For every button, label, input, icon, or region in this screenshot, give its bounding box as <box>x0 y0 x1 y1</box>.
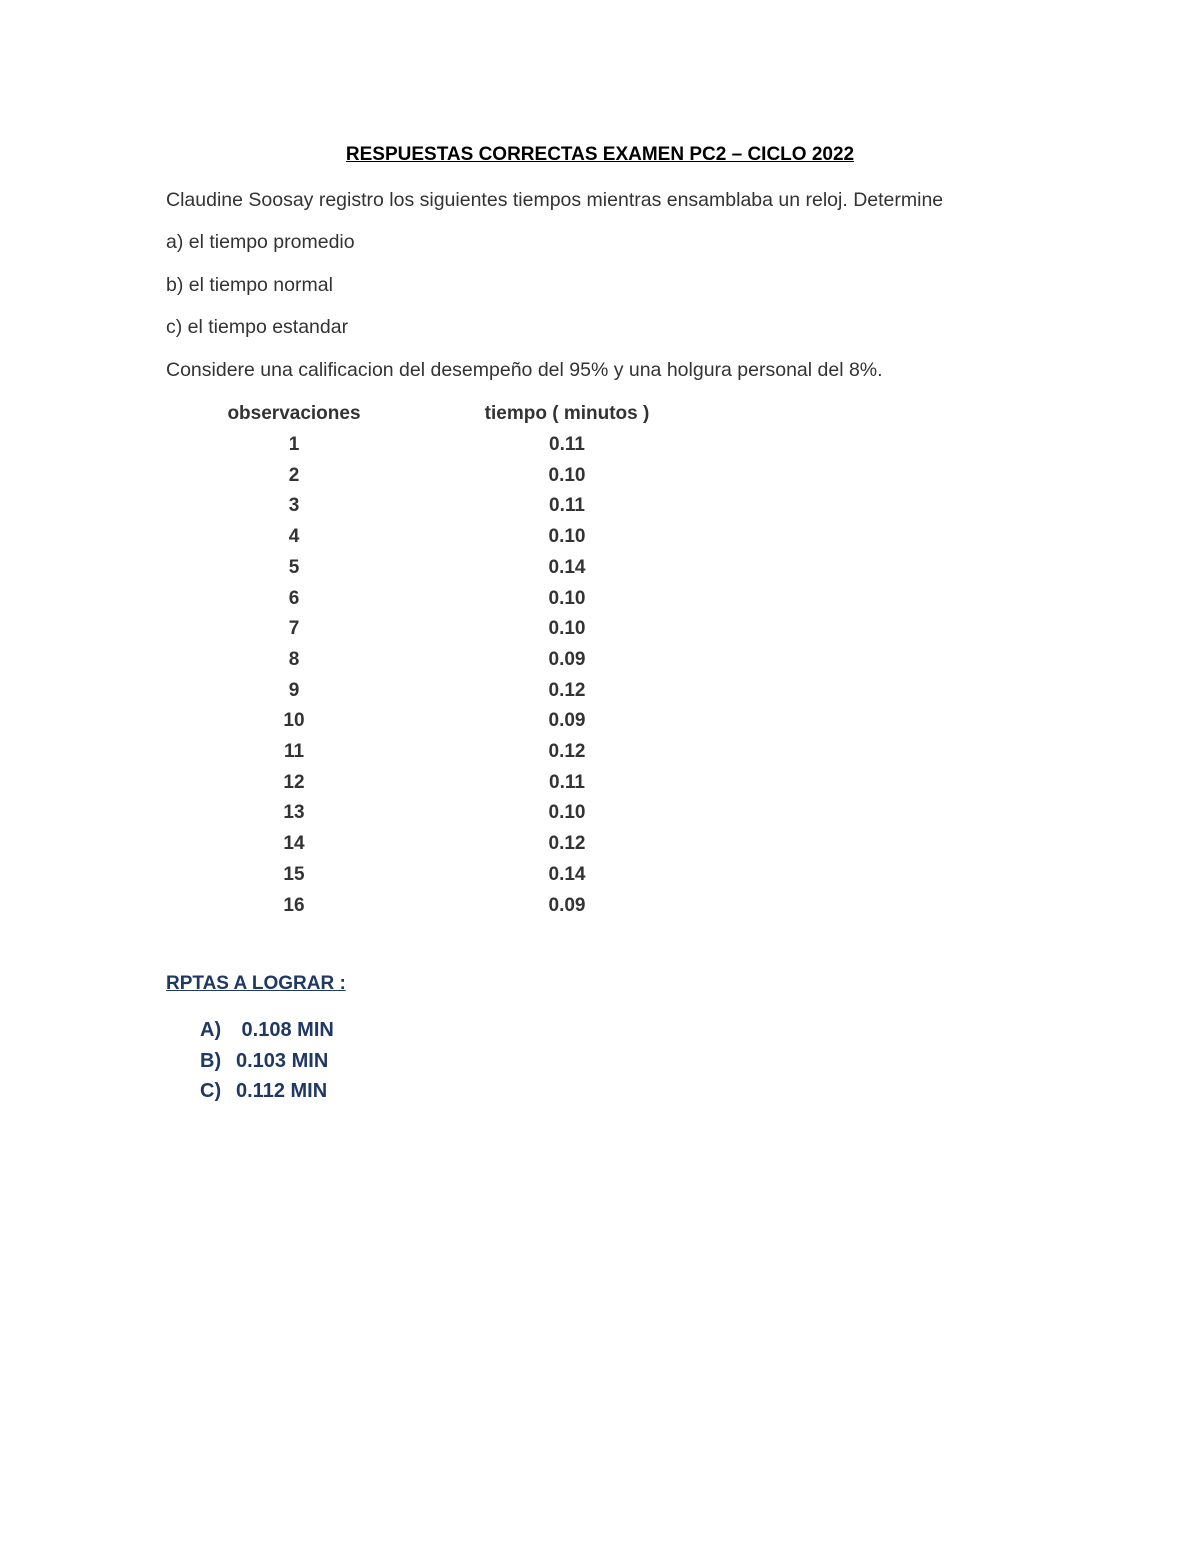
table-cell-tiempo: 0.09 <box>548 710 586 732</box>
question-item-c: c) el tiempo estandar <box>166 316 349 338</box>
answer-b <box>200 1046 328 1076</box>
table-cell-observacion: 6 <box>288 587 300 609</box>
table-cell-observacion: 9 <box>288 679 300 701</box>
table-cell-tiempo: 0.12 <box>548 833 586 855</box>
answers-heading: RPTAS A LOGRAR : <box>166 973 346 994</box>
table-cell-observacion: 12 <box>283 771 305 793</box>
table-cell-observacion: 15 <box>283 863 305 885</box>
question-item-b: b) el tiempo normal <box>166 274 333 296</box>
table-cell-observacion: 7 <box>288 618 300 640</box>
table-cell-observacion: 1 <box>288 434 300 455</box>
answer-letter: C) <box>200 1080 222 1102</box>
table-cell-tiempo: 0.11 <box>549 771 585 793</box>
table-cell-tiempo: 0.10 <box>548 802 586 824</box>
table-cell-tiempo: 0.10 <box>548 618 586 640</box>
table-cell-observacion: 8 <box>288 648 300 670</box>
answer-value: 0.103 MIN <box>236 1050 329 1072</box>
table-cell-observacion: 3 <box>288 495 300 517</box>
table-cell-observacion: 16 <box>283 894 305 916</box>
answer-value: 0.112 MIN <box>236 1080 328 1102</box>
table-cell-tiempo: 0.10 <box>548 464 586 486</box>
page-title: RESPUESTAS CORRECTAS EXAMEN PC2 – CICLO 2022 <box>345 144 855 165</box>
table-cell-observacion: 13 <box>283 802 305 824</box>
table-cell-observacion: 10 <box>283 710 305 732</box>
header-observaciones: observaciones <box>227 403 361 424</box>
header-tiempo: tiempo ( minutos ) <box>484 403 650 424</box>
table-cell-observacion: 14 <box>283 833 305 855</box>
intro-paragraph: Claudine Soosay registro los siguientes tiempos mientras ensamblaba un reloj. Determine <box>166 189 944 211</box>
answer-a <box>200 1015 334 1045</box>
table-cell-tiempo: 0.09 <box>548 894 586 916</box>
answer-value: 0.108 MIN <box>236 1019 334 1041</box>
table-cell-tiempo: 0.12 <box>548 741 586 762</box>
table-cell-tiempo: 0.09 <box>548 648 586 670</box>
answer-c <box>200 1076 327 1106</box>
answer-letter: A) <box>200 1019 222 1041</box>
table-cell-observacion: 5 <box>288 556 300 578</box>
answer-letter: B) <box>200 1050 222 1072</box>
table-cell-tiempo: 0.11 <box>549 434 585 455</box>
table-cell-tiempo: 0.10 <box>548 526 586 548</box>
table-cell-observacion: 11 <box>283 741 305 762</box>
consider-paragraph: Considere una calificacion del desempeño del 95% y una holgura personal del 8%. <box>166 359 883 381</box>
table-cell-tiempo: 0.11 <box>549 495 585 517</box>
table-cell-observacion: 4 <box>288 526 300 548</box>
table-cell-tiempo: 0.14 <box>548 863 586 885</box>
table-cell-tiempo: 0.10 <box>548 587 586 609</box>
question-item-a: a) el tiempo promedio <box>166 231 355 253</box>
table-cell-tiempo: 0.12 <box>548 679 586 701</box>
table-cell-observacion: 2 <box>288 464 300 486</box>
table-cell-tiempo: 0.14 <box>548 556 586 578</box>
